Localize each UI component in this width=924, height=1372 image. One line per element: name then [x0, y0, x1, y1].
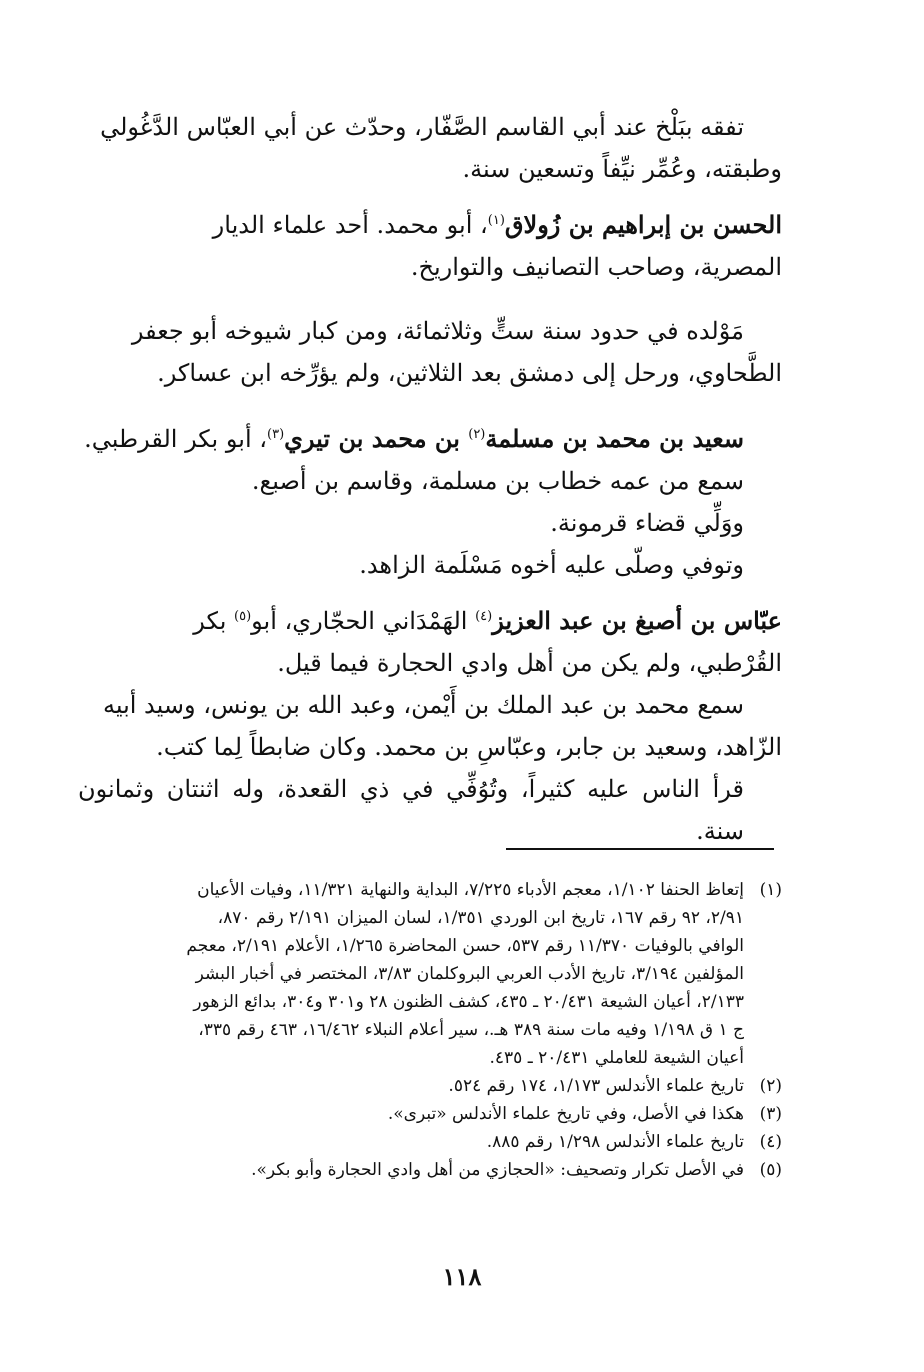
footnote-line: تاريخ علماء الأندلس ١/٢٩٨ رقم ٨٨٥.	[486, 1132, 744, 1152]
footnote-ref[interactable]: (٤)	[475, 609, 493, 624]
footnote-text	[100, 1072, 744, 1100]
text-line: المصرية، وصاحب التصانيف والتواريخ.	[410, 253, 782, 281]
entry-name: الحسن بن إبراهيم بن زُولاق	[504, 210, 782, 239]
entry-name: سعيد بن محمد بن مسلمة	[485, 424, 744, 453]
footnote-ref[interactable]: (٣)	[267, 427, 285, 442]
text-line: مَوْلده في حدود سنة ستٍّ وثلاثمائة، ومن كبار شيوخه أبو جعفر	[131, 317, 744, 345]
footnote-ref[interactable]: (٥)	[234, 609, 252, 624]
text-line: الزّاهد، وسعيد بن جابر، وعبّاسِ بن محمد. وكان ضابطاً لِما كتب.	[156, 733, 782, 761]
text-line: القُرْطبي، ولم يكن من أهل وادي الحجارة فيما قيل.	[277, 649, 782, 677]
footnote-number: (٢)	[759, 1076, 782, 1096]
entry-name-cont: بن محمد بن تيري	[284, 424, 469, 453]
text-line: الطَّحاوي، ورحل إلى دمشق بعد الثلاثين، ولم يؤرِّخه ابن عساكر.	[157, 359, 782, 387]
footnote-5	[100, 1156, 782, 1184]
text-line: ووَلِّي قضاء قرمونة.	[550, 509, 744, 537]
footnote-line: إتعاظ الحنفا ١/١٠٢، معجم الأدباء ٧/٢٢٥، البداية والنهاية ١١/٣٢١، وفيات الأعيان	[197, 880, 744, 900]
paragraph-1	[78, 106, 782, 190]
footnote-4	[100, 1128, 782, 1156]
entry-name: عبّاس بن أصبغ بن عبد العزيز	[492, 606, 782, 635]
page-number: ١١٨	[442, 1262, 482, 1291]
footnote-ref[interactable]: (٢)	[468, 427, 486, 442]
footnote-line: الوافي بالوفيات ١١/٣٧٠ رقم ٥٣٧، حسن المحاضرة ١/٢٦٥، الأعلام ٢/١٩١، معجم	[186, 936, 744, 956]
main-text	[78, 106, 782, 862]
footnote-text	[100, 1156, 744, 1184]
entry-heading-line	[78, 414, 782, 460]
footnote-number: (٣)	[759, 1104, 782, 1124]
entry-said-ibn-muhammad	[78, 414, 782, 586]
text-line: الهَمْدَاني الحجّاري، أبو	[251, 607, 476, 635]
footnote-text	[100, 876, 744, 1072]
entry-heading-line	[78, 200, 782, 246]
footnote-3	[100, 1100, 782, 1128]
text-line: تفقه ببَلْخ عند أبي القاسم الصَّفّار، وحدّث عن أبي العبّاس الدَّغُولي	[100, 113, 744, 141]
footnote-separator	[506, 848, 774, 850]
entry-ibn-zulaq	[78, 200, 782, 288]
footnote-line: ٢/٩١، ٩٢ رقم ١٦٧، تاريخ ابن الوردي ١/٣٥١، لسان الميزان ٢/١٩١ رقم ٨٧٠،	[217, 908, 744, 928]
footnote-line: المؤلفين ٣/١٩٤، تاريخ الأدب العربي البروكلمان ٣/٨٣، المختصر في أخبار البشر	[195, 964, 744, 984]
text-line: ، أبو بكر القرطبي.	[84, 425, 267, 453]
text-line: وتوفي وصلّى عليه أخوه مَسْلَمة الزاهد.	[359, 551, 744, 579]
footnote-ref[interactable]: (١)	[487, 213, 505, 228]
footnote-number: (١)	[759, 880, 782, 900]
footnote-line: هكذا في الأصل، وفي تاريخ علماء الأندلس «تبرى».	[387, 1104, 744, 1124]
footnote-number: (٤)	[759, 1132, 782, 1152]
entry-heading-line	[78, 596, 782, 642]
footnote-number: (٥)	[759, 1160, 782, 1180]
footnote-line: أعيان الشيعة للعاملي ٢٠/٤٣١ ـ ٤٣٥.	[489, 1048, 744, 1068]
footnotes	[100, 876, 782, 1184]
text-line: سمع من عمه خطاب بن مسلمة، وقاسم بن أصبع.	[251, 467, 744, 495]
footnote-line: تاريخ علماء الأندلس ١/١٧٣، ١٧٤ رقم ٥٢٤.	[448, 1076, 744, 1096]
footnote-line: ٢/١٣٣، أعيان الشيعة ٢٠/٤٣١ ـ ٤٣٥، كشف الظنون ٢٨ و٣٠١ و٣٠٤، بدائع الزهور	[193, 992, 744, 1012]
text-line: بكر	[193, 607, 235, 635]
text-line: وطبقته، وعُمِّر نيِّفاً وتسعين سنة.	[462, 155, 782, 183]
text-line: سمع محمد بن عبد الملك بن أَيْمن، وعبد الله بن يونس، وسيد أبيه	[102, 691, 744, 719]
entry-abbas-ibn-asbagh	[78, 596, 782, 852]
footnote-1	[100, 876, 782, 1072]
text-line: ، أبو محمد. أحد علماء الديار	[212, 211, 488, 239]
footnote-line: ج ١ ق ١/١٩٨ وفيه مات سنة ٣٨٩ هـ.، سير أعلام النبلاء ١٦/٤٦٢، ٤٦٣ رقم ٣٣٥،	[198, 1020, 744, 1040]
footnote-text	[100, 1100, 744, 1128]
text-line: قرأ الناس عليه كثيراً، وتُوُفِّي في ذي القعدة، وله اثنتان وثمانون سنة.	[78, 775, 744, 845]
paragraph-birth	[78, 310, 782, 394]
footnote-text	[100, 1128, 744, 1156]
footnote-2	[100, 1072, 782, 1100]
footnote-line: في الأصل تكرار وتصحيف: «الحجازي من أهل وادي الحجارة وأبو بكر».	[251, 1160, 744, 1180]
